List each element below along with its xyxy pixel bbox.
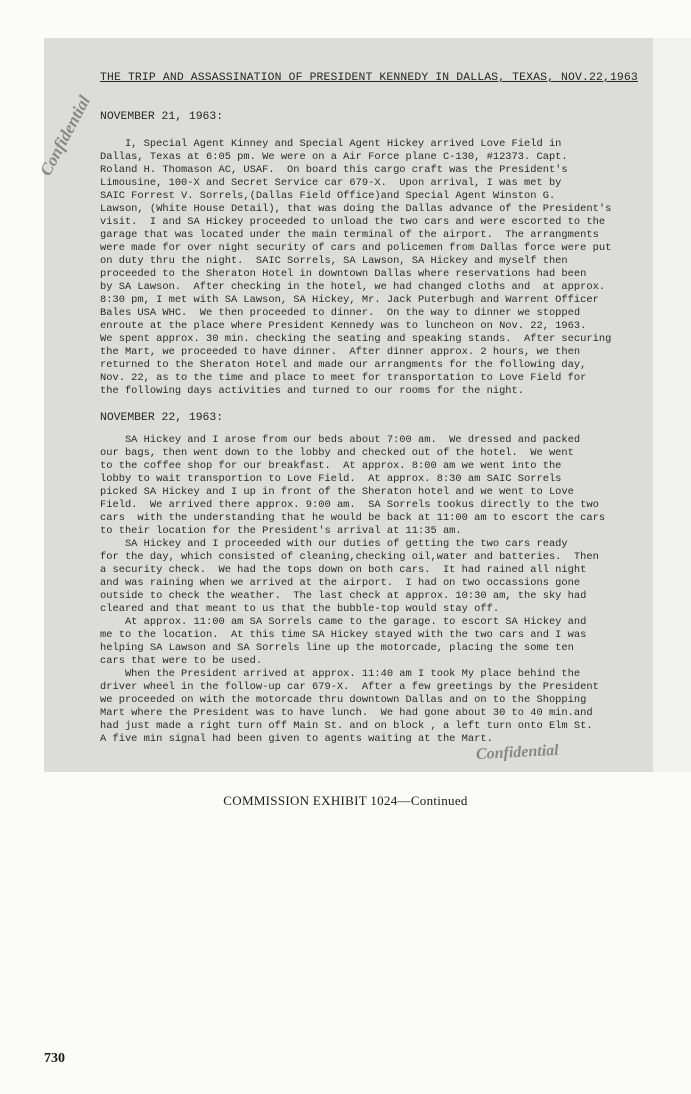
text-line: When the President arrived at approx. 11:40 am I took My place behind the [100, 668, 581, 680]
text-line: outside to check the weather. The last check at approx. 10:30 am, the sky had [100, 590, 587, 602]
text-line: At approx. 11:00 am SA Sorrels came to the garage. to escort SA Hickey and [100, 616, 587, 628]
text-line: SAIC Forrest V. Sorrels,(Dallas Field Office)and Special Agent Winston G. [100, 190, 556, 202]
text-line: to the coffee shop for our breakfast. At approx. 8:00 am we went into the [100, 460, 562, 472]
text-line: the following days activities and turned to our rooms for the night. [100, 385, 525, 397]
text-line: 8:30 pm, I met with SA Lawson, SA Hickey, Mr. Jack Puterbugh and Warrent Officer [100, 294, 599, 306]
text-line: cars that were to be used. [100, 655, 263, 667]
text-line: a security check. We had the tops down on both cars. It had rained all night [100, 564, 587, 576]
text-line: proceeded to the Sheraton Hotel in downtown Dallas where reservations had been [100, 268, 587, 280]
text-line: and was raining when we arrived at the airport. I had on two occassions gone [100, 577, 581, 589]
text-line: SA Hickey and I arose from our beds about 7:00 am. We dressed and packed [100, 434, 581, 446]
text-line: enroute at the place where President Kennedy was to luncheon on Nov. 22, 1963. [100, 320, 587, 332]
text-line: returned to the Sheraton Hotel and made our arrangments for the following day, [100, 359, 587, 371]
exhibit-caption: COMMISSION EXHIBIT 1024—Continued [223, 793, 468, 808]
text-line: Roland H. Thomason AC, USAF. On board this cargo craft was the President's [100, 164, 568, 176]
text-line: Dallas, Texas at 6:05 pm. We were on a Air Force plane C-130, #12373. Capt. [100, 151, 568, 163]
confidential-stamp-bottom: Confidential [475, 741, 560, 764]
text-line: Mart where the President was to have lunch. We had gone about 30 to 40 min.and [100, 707, 593, 719]
text-line: garage that was located under the main terminal of the airport. The arrangments [100, 229, 599, 241]
confidential-stamp-margin: Confidential [36, 92, 95, 179]
text-line: SA Hickey and I proceeded with our duties of getting the two cars ready [100, 538, 568, 550]
text-line: picked SA Hickey and I up in front of the Sheraton hotel and we went to Love [100, 486, 574, 498]
text-line: on duty thru the night. SAIC Sorrels, SA Lawson, SA Hickey and myself then [100, 255, 568, 267]
text-line: our bags, then went down to the lobby and checked out of the hotel. We went [100, 447, 574, 459]
text-line: Bales USA WHC. We then proceeded to dinner. On the way to dinner we stopped [100, 307, 581, 319]
text-line: had just made a right turn off Main St. and on block , a left turn onto Elm St. [100, 720, 593, 732]
text-line: A five min signal had been given to agents waiting at the Mart. [100, 733, 493, 745]
text-line: helping SA Lawson and SA Sorrels line up the motorcade, placing the some ten [100, 642, 574, 654]
text-line: for the day, which consisted of cleaning,checking oil,water and batteries. Then [100, 551, 599, 563]
section-date-nov-21: NOVEMBER 21, 1963: [100, 111, 224, 123]
text-line: We spent approx. 30 min. checking the seating and speaking stands. After securing [100, 333, 612, 345]
text-line: we proceeded on with the motorcade thru downtown Dallas and on to the Shopping [100, 694, 587, 706]
text-line: Limousine, 100-X and Secret Service car 679-X. Upon arrival, I was met by [100, 177, 562, 189]
text-line: visit. I and SA Hickey proceeded to unload the two cars and were escorted to the [100, 216, 606, 228]
text-line: cleared and that meant to us that the bubble-top would stay off. [100, 603, 500, 615]
text-line: to their location for the President's arrival at 11:35 am. [100, 525, 462, 537]
page-edge-bleed [653, 38, 691, 772]
text-line: by SA Lawson. After checking in the hotel, we had changed cloths and at approx. [100, 281, 606, 293]
page-number: 730 [44, 1051, 65, 1066]
document-title: THE TRIP AND ASSASSINATION OF PRESIDENT KENNEDY IN DALLAS, TEXAS, NOV.22,1963 [100, 72, 638, 84]
text-line: lobby to wait transportion to Love Field. At approx. 8:30 am SAIC Sorrels [100, 473, 562, 485]
text-line: Field. We arrived there approx. 9:00 am. SA Sorrels tookus directly to the two [100, 499, 599, 511]
text-line: driver wheel in the follow-up car 679-X. After a few greetings by the President [100, 681, 599, 693]
text-line: the Mart, we proceeded to have dinner. After dinner approx. 2 hours, we then [100, 346, 581, 358]
text-line: cars with the understanding that he would be back at 11:00 am to escort the cars [100, 512, 606, 524]
text-line: were made for over night security of cars and policemen from Dallas force were put [100, 242, 612, 254]
text-line: Lawson, (White House Detail), that was doing the Dallas advance of the President's [100, 203, 612, 215]
text-line: I, Special Agent Kinney and Special Agent Hickey arrived Love Field in [100, 138, 562, 150]
section-date-nov-22: NOVEMBER 22, 1963: [100, 412, 224, 424]
text-line: Nov. 22, as to the time and place to meet for transportation to Love Field for [100, 372, 587, 384]
text-line: me to the location. At this time SA Hickey stayed with the two cars and I was [100, 629, 587, 641]
